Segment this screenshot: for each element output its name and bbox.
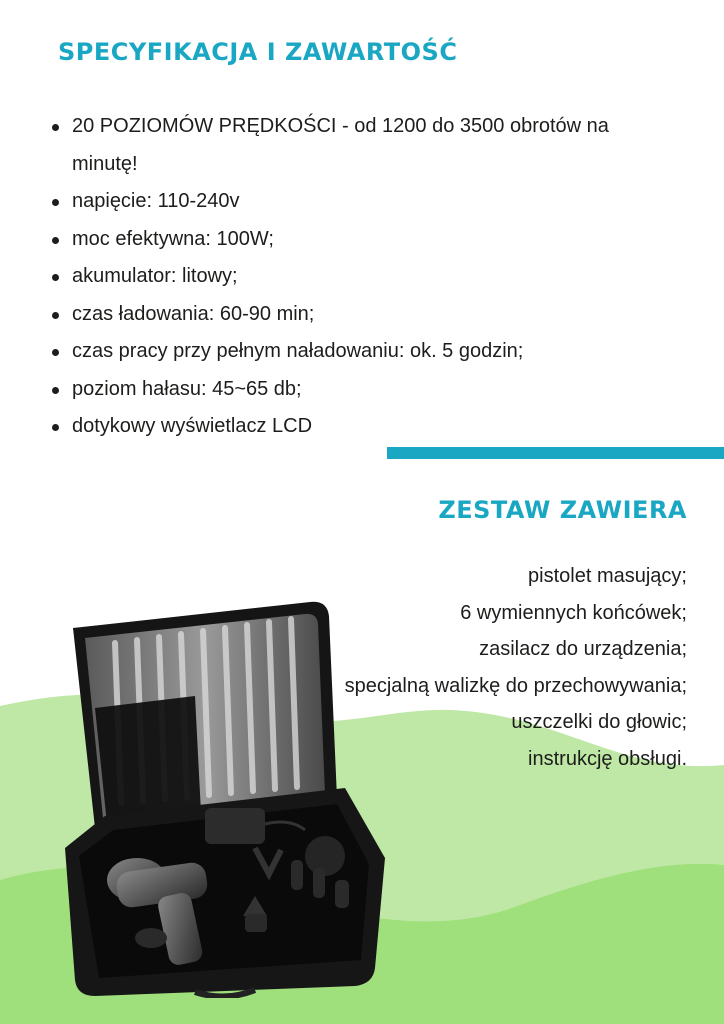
kit-item: uszczelki do głowic; bbox=[511, 711, 687, 733]
spec-item: czas ładowania: 60-90 min; bbox=[50, 296, 670, 334]
kit-list bbox=[287, 558, 687, 777]
kit-item: specjalną walizkę do przechowywania; bbox=[344, 674, 687, 697]
spec-item: napięcie: 110-240v bbox=[50, 183, 670, 221]
kit-item: pistolet masujący; bbox=[528, 565, 687, 587]
kit-title: ZESTAW ZAWIERA bbox=[438, 496, 687, 524]
spec-item: akumulator: litowy; bbox=[50, 258, 670, 296]
spec-item: dotykowy wyświetlacz LCD bbox=[50, 408, 670, 446]
spec-item: poziom hałasu: 45~65 db; bbox=[50, 371, 670, 409]
kit-item: 6 wymiennych końcówek; bbox=[460, 601, 687, 624]
spec-item: moc efektywna: 100W; bbox=[50, 221, 670, 259]
kit-item: instrukcję obsługi. bbox=[528, 747, 687, 770]
spec-title: SPECYFIKACJA I ZAWARTOŚĆ bbox=[58, 38, 458, 66]
spec-item: 20 POZIOMÓW PRĘDKOŚCI - od 1200 do 3500 obrotów na minutę! bbox=[50, 108, 670, 183]
section-divider bbox=[387, 447, 724, 459]
spec-list bbox=[50, 108, 670, 446]
spec-item: czas pracy przy pełnym naładowaniu: ok. 5 godzin; bbox=[50, 333, 670, 371]
kit-item: zasilacz do urządzenia; bbox=[479, 638, 687, 660]
